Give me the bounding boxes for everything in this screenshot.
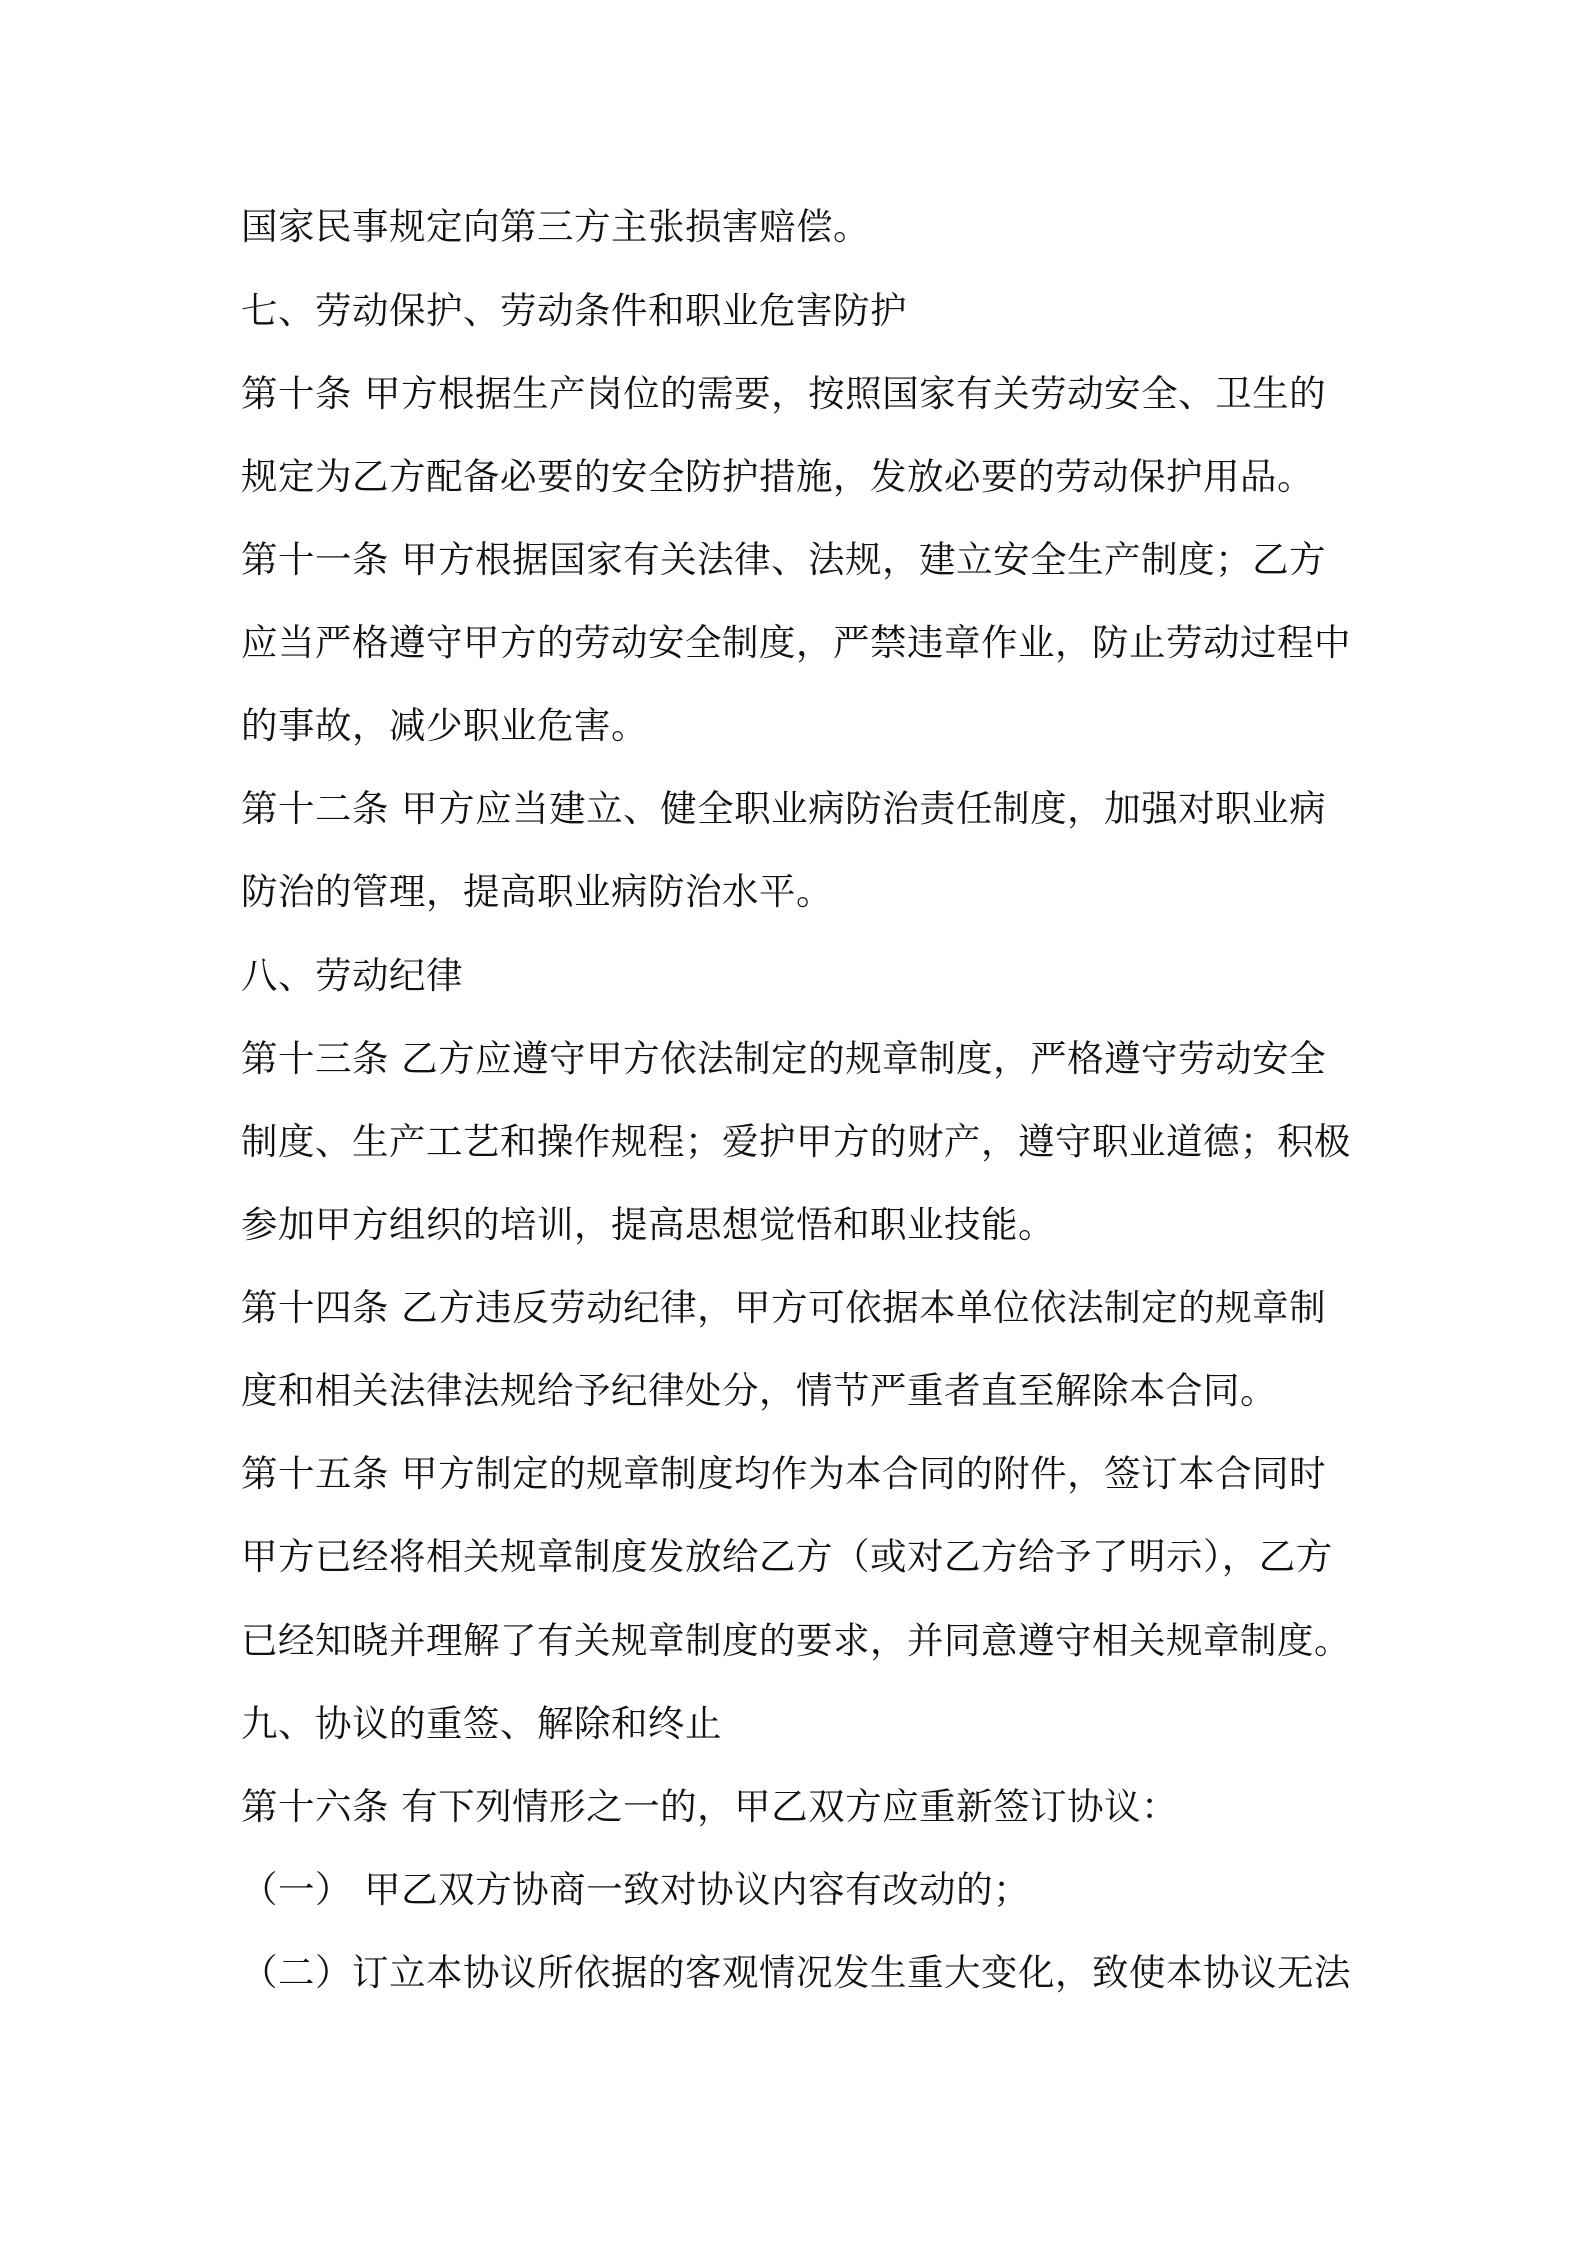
text-line: 第十六条 有下列情形之一的，甲乙双方应重新签订协议： xyxy=(241,1785,1179,1828)
text-line: 第十三条 乙方应遵守甲方依法制定的规章制度，严格遵守劳动安全 xyxy=(241,1037,1327,1080)
text-line: 度和相关法律法规给予纪律处分，情节严重者直至解除本合同。 xyxy=(241,1369,1277,1412)
text-line: 的事故，减少职业危害。 xyxy=(241,704,648,747)
section-heading: 八、劳动纪律 xyxy=(241,954,463,997)
text-line: 第十一条 甲方根据国家有关法律、法规，建立安全生产制度；乙方 xyxy=(241,538,1327,581)
list-item: （一） 甲乙双方协商一致对协议内容有改动的； xyxy=(241,1868,1031,1911)
text-line: 第十四条 乙方违反劳动纪律，甲方可依据本单位依法制定的规章制 xyxy=(241,1286,1327,1329)
text-line: 第十条 甲方根据生产岗位的需要，按照国家有关劳动安全、卫生的 xyxy=(241,372,1327,415)
text-line: 应当严格遵守甲方的劳动安全制度，严禁违章作业，防止劳动过程中 xyxy=(241,621,1351,664)
section-heading: 七、劳动保护、劳动条件和职业危害防护 xyxy=(241,289,907,332)
text-line: 甲方已经将相关规章制度发放给乙方（或对乙方给予了明示），乙方 xyxy=(241,1535,1333,1578)
section-heading: 九、协议的重签、解除和终止 xyxy=(241,1702,722,1745)
text-line: 第十二条 甲方应当建立、健全职业病防治责任制度，加强对职业病 xyxy=(241,787,1327,830)
text-line: 防治的管理，提高职业病防治水平。 xyxy=(241,870,833,913)
text-line: 国家民事规定向第三方主张损害赔偿。 xyxy=(241,205,870,248)
text-line: 第十五条 甲方制定的规章制度均作为本合同的附件，签订本合同时 xyxy=(241,1452,1327,1495)
list-item: （二）订立本协议所依据的客观情况发生重大变化，致使本协议无法 xyxy=(241,1951,1351,1994)
text-line: 已经知晓并理解了有关规章制度的要求，并同意遵守相关规章制度。 xyxy=(241,1619,1351,1662)
text-line: 制度、生产工艺和操作规程；爱护甲方的财产，遵守职业道德；积极 xyxy=(241,1120,1351,1163)
text-line: 参加甲方组织的培训，提高思想觉悟和职业技能。 xyxy=(241,1203,1055,1246)
text-line: 规定为乙方配备必要的安全防护措施，发放必要的劳动保护用品。 xyxy=(241,455,1314,498)
